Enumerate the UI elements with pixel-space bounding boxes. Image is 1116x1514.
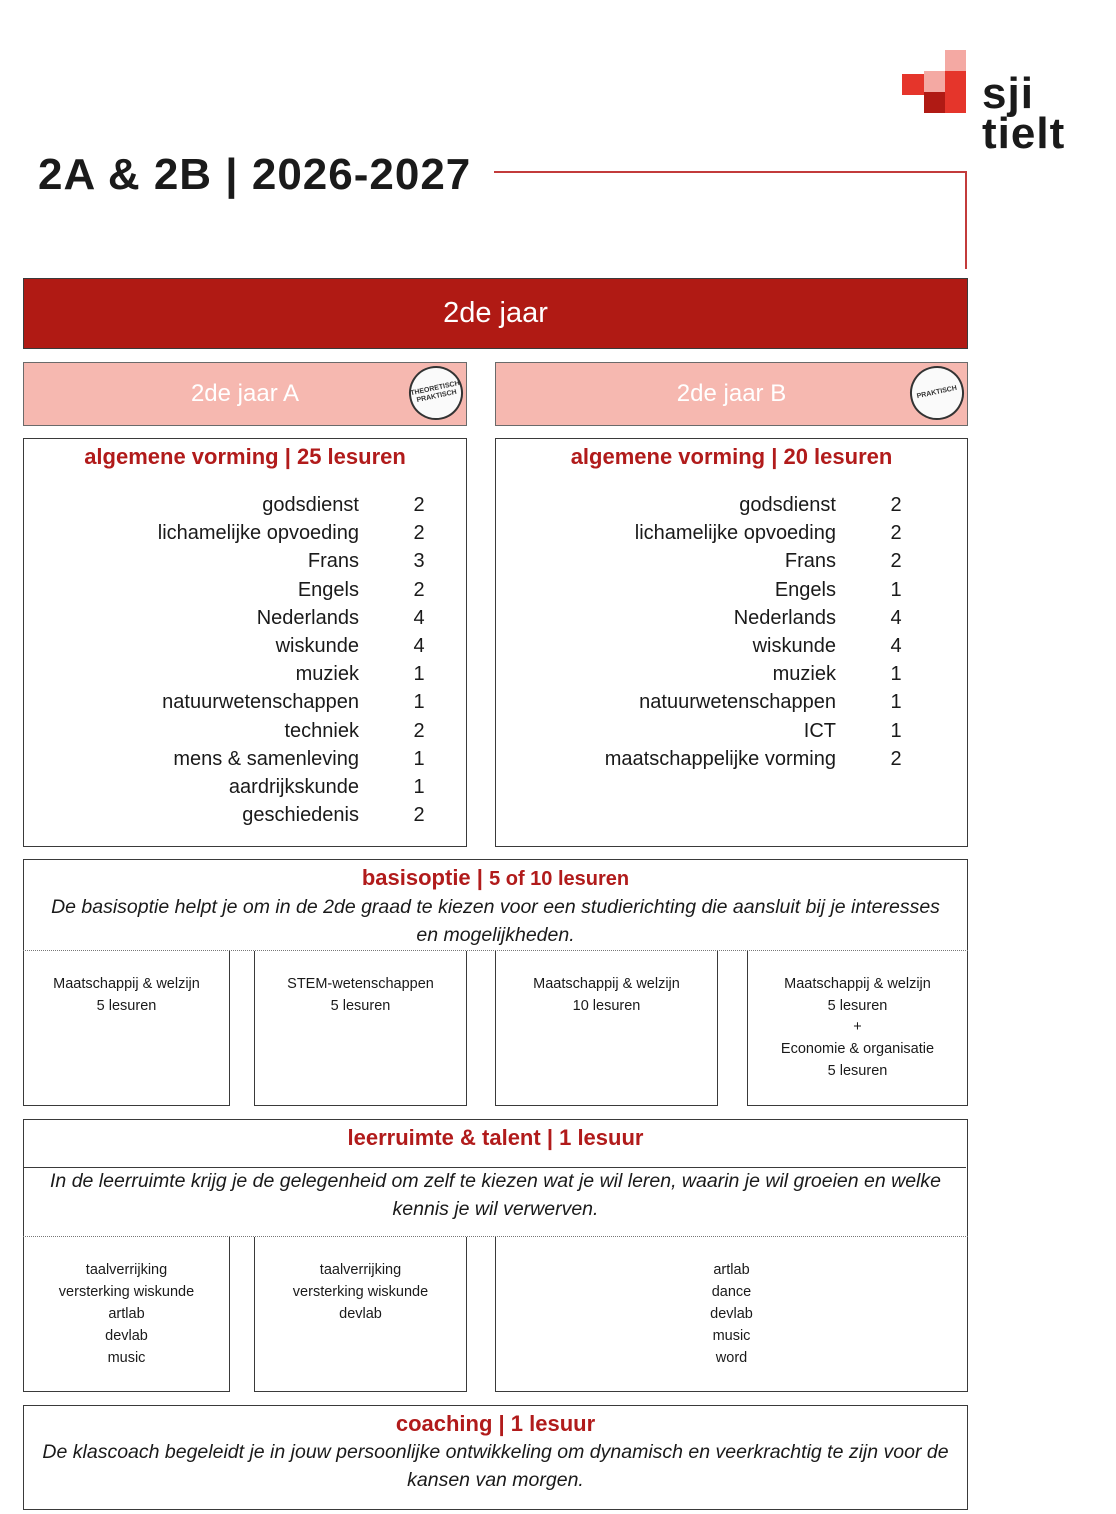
subject-hours: 4 [890, 635, 902, 658]
subject-name: maatschappelijke vorming [604, 747, 836, 770]
subject-hours: 1 [413, 691, 425, 714]
basisoptie-hours: 5 of 10 lesuren [489, 868, 630, 890]
subject-hours: 1 [890, 691, 902, 714]
subject-name: mens & samenleving [173, 747, 359, 770]
option-line: dance [711, 1284, 752, 1300]
theoretisch-praktisch-stamp-icon: THEORETISCH PRAKTISCH [404, 361, 468, 425]
subject-hours: 2 [413, 522, 425, 545]
subject-name: wiskunde [752, 635, 836, 658]
subject-name: muziek [772, 663, 836, 686]
leerruimte-option [495, 1237, 968, 1392]
subject-hours: 1 [413, 747, 425, 770]
subject-name: Nederlands [256, 606, 359, 629]
leerruimte-option [23, 1237, 230, 1392]
option-line: Economie & organisatie [780, 1041, 935, 1058]
basisoptie-description: De basisoptie helpt je om in de 2de graad te kiezen voor een studierichting die aansluit bij je interesses en mogelijkheden. [51, 896, 940, 946]
option-line: devlab [710, 1306, 753, 1322]
subject-row [496, 745, 969, 773]
subject-hours: 3 [413, 550, 425, 573]
subject-name: techniek [284, 719, 359, 742]
option-line: taalverrijking [319, 1262, 402, 1278]
subject-hours: 2 [890, 550, 902, 573]
basisoptie-option [254, 951, 467, 1106]
option-line: Maatschappij & welzijn [53, 976, 200, 992]
subject-name: godsdienst [262, 494, 359, 516]
subject-row [24, 547, 468, 575]
page-title: 2A & 2B | 2026-2027 [38, 150, 472, 199]
option-line: music [107, 1350, 146, 1366]
coaching-hours: 1 lesuur [510, 1411, 596, 1436]
option-line: 10 lesuren [572, 997, 641, 1014]
option-line: + [853, 1019, 862, 1036]
year-banner: 2de jaar [23, 278, 968, 349]
leerruimte-box [23, 1119, 968, 1239]
option-line: STEM-wetenschappen [287, 976, 434, 992]
subject-hours: 2 [890, 522, 902, 545]
subject-row [24, 632, 468, 660]
basisoptie-option [23, 951, 230, 1106]
subject-hours: 4 [413, 606, 425, 629]
leerruimte-heading: leerruimte & talent | 1 lesuur [347, 1125, 644, 1150]
subject-name: geschiedenis [242, 804, 359, 827]
subject-row [496, 688, 969, 716]
option-line: versterking wiskunde [292, 1284, 429, 1300]
subject-name: natuurwetenschappen [162, 691, 359, 714]
subject-row [24, 717, 468, 745]
option-line: music [712, 1328, 751, 1344]
subject-row [496, 632, 969, 660]
subject-row [24, 801, 468, 829]
track-a-heading: algemene vorming | 25 lesuren [84, 444, 406, 469]
logo-text [982, 69, 1066, 158]
logo-text-line2: tielt [982, 109, 1066, 158]
subject-row [24, 688, 468, 716]
logo-text-line1: sji [982, 69, 1034, 118]
subject-name: natuurwetenschappen [639, 691, 836, 714]
subject-name: lichamelijke opvoeding [634, 522, 836, 545]
subject-hours: 2 [413, 719, 425, 742]
coaching-title: coaching [395, 1411, 493, 1436]
option-line: 5 lesuren [827, 1062, 888, 1079]
option-line: Maatschappij & welzijn [784, 976, 931, 992]
basisoptie-title: basisoptie [361, 865, 471, 890]
option-line: taalverrijking [85, 1262, 168, 1278]
subject-row [496, 576, 969, 604]
track-b-label [495, 362, 968, 426]
basisoptie-option [747, 951, 968, 1106]
subject-name: godsdienst [739, 494, 836, 516]
option-line: word [715, 1350, 748, 1366]
subject-hours: 1 [413, 663, 425, 686]
subject-row [24, 660, 468, 688]
subject-row [24, 604, 468, 632]
option-line: 5 lesuren [96, 997, 157, 1014]
subject-name: Frans [784, 550, 836, 573]
title-divider-vertical [965, 171, 967, 269]
subject-hours: 1 [890, 719, 902, 742]
basisoptie-option [495, 951, 718, 1106]
subject-hours: 1 [413, 776, 425, 799]
subject-hours: 4 [413, 635, 425, 658]
track-b-subject-list [496, 491, 969, 773]
subject-hours: 1 [890, 578, 902, 601]
subject-name: Frans [307, 550, 359, 573]
subject-name: wiskunde [275, 635, 359, 658]
option-line: 5 lesuren [827, 997, 888, 1014]
subject-row [24, 745, 468, 773]
track-b-heading-title: algemene vorming [570, 444, 766, 469]
track-b-heading-hours: 20 lesuren [783, 444, 893, 469]
track-b-heading: algemene vorming | 20 lesuren [570, 444, 893, 469]
track-a-subjects-box [23, 438, 467, 847]
option-line: versterking wiskunde [58, 1284, 195, 1300]
track-a-heading-hours: 25 lesuren [296, 444, 406, 469]
title-divider-horizontal [494, 171, 967, 173]
subject-hours: 4 [890, 606, 902, 629]
subject-hours: 2 [413, 578, 425, 601]
option-line: artlab [713, 1262, 750, 1278]
subject-hours: 1 [890, 663, 902, 686]
subject-row [24, 773, 468, 801]
subject-row [496, 660, 969, 688]
subject-row [496, 519, 969, 547]
option-line: devlab [339, 1306, 382, 1322]
subject-row [496, 491, 969, 519]
coaching-description: De klascoach begeleidt je in jouw persoonlijke ontwikkeling om dynamisch en veerkrachtig te zijn voor de kansen van morgen. [42, 1441, 949, 1491]
leerruimte-hours: 1 lesuur [559, 1125, 644, 1150]
track-a-label [23, 362, 467, 426]
leerruimte-title: leerruimte & talent [347, 1125, 541, 1150]
subject-row [24, 519, 468, 547]
subject-name: aardrijkskunde [228, 776, 359, 799]
subject-name: Engels [297, 578, 359, 601]
option-line: artlab [108, 1306, 145, 1322]
subject-name: lichamelijke opvoeding [157, 522, 359, 545]
leerruimte-description: In de leerruimte krijg je de gelegenheid om zelf te kiezen wat je wil leren, waarin je wil groeien en welke kennis je wil verwerven. [50, 1170, 941, 1220]
leerruimte-option [254, 1237, 467, 1392]
subject-name: Nederlands [733, 606, 836, 629]
track-a-label-text: 2de jaar A [190, 380, 300, 407]
coaching-box [23, 1405, 968, 1510]
subject-hours: 2 [890, 747, 902, 770]
subject-hours: 2 [413, 494, 425, 516]
subject-row [24, 491, 468, 519]
subject-row [496, 604, 969, 632]
option-line: 5 lesuren [330, 997, 391, 1014]
subject-row [24, 576, 468, 604]
track-a-heading-title: algemene vorming [84, 444, 279, 469]
option-line: devlab [105, 1328, 148, 1344]
option-line: Maatschappij & welzijn [533, 976, 680, 992]
coaching-heading: coaching | 1 lesuur [395, 1411, 596, 1436]
subject-name: Engels [774, 578, 836, 601]
subject-row [496, 717, 969, 745]
subject-hours: 2 [890, 494, 902, 516]
basisoptie-heading: basisoptie | 5 of 10 lesuren [361, 865, 630, 890]
subject-name: muziek [295, 663, 359, 686]
subject-hours: 2 [413, 804, 425, 827]
track-a-subject-list [24, 491, 468, 829]
track-b-label-text: 2de jaar B [676, 380, 787, 407]
subject-row [496, 547, 969, 575]
praktisch-stamp-icon: PRAKTISCH [905, 361, 969, 425]
subject-name: ICT [803, 719, 836, 742]
track-b-subjects-box [495, 438, 968, 847]
